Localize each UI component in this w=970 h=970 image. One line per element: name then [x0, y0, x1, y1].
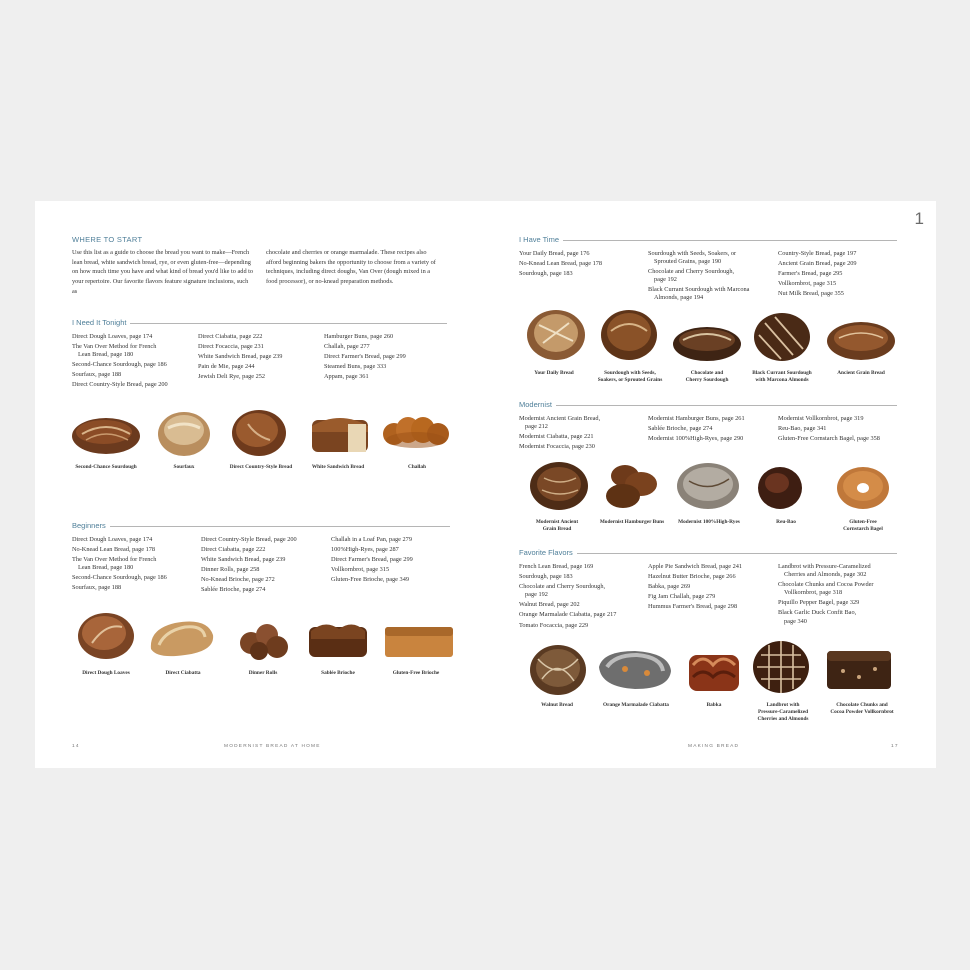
list-tonight-col3: [324, 332, 406, 382]
bread-image-sourfaux: [156, 408, 212, 458]
book-spread: [35, 201, 936, 768]
list-have-time-col3: [778, 249, 857, 299]
list-item: Vollkornbrot, page 315: [778, 280, 837, 288]
caption-line: Babka: [706, 702, 722, 708]
caption-line: Your Daily Bread: [534, 370, 574, 376]
list-item: Direct Focaccia, page 231: [198, 343, 264, 351]
list-item: Gluten-Free Cornstarch Bagel, page 358: [778, 435, 880, 443]
list-item: Modernist 100%High-Ryes, page 290: [648, 435, 744, 443]
caption-line: Cocoa Powder Vollkornbrot: [830, 709, 894, 715]
caption-line: Walnut Bread: [541, 702, 573, 708]
bread-image-gluten-free-cornstarch-bagel: [835, 465, 891, 511]
right-page: [485, 201, 936, 768]
list-item: White Sandwich Bread, page 239: [198, 353, 283, 361]
list-modernist-col3: [778, 414, 880, 444]
list-item: page 340: [784, 617, 807, 625]
section-title: I Have Time: [519, 235, 563, 244]
list-item: Vollkornbrot, page 315: [331, 566, 390, 574]
list-item: White Sandwich Bread, page 239: [201, 556, 286, 564]
caption-line: Modernist 100%High-Ryes: [678, 519, 740, 525]
list-item: French Lean Bread, page 169: [519, 563, 594, 570]
caption-orange-marmalade-ciabatta: [591, 702, 681, 709]
caption-gluten-free-brioche: Gluten-Free Brioche: [392, 670, 440, 676]
list-item: Sourdough, page 183: [519, 270, 573, 278]
bread-image-direct-ciabatta: [145, 615, 217, 661]
list-item: Direct Dough Loaves, page 174: [72, 536, 153, 543]
list-beginners-col2: [201, 535, 297, 596]
caption-reu-bao: [746, 519, 826, 526]
list-item: Direct Ciabatta, page 222: [198, 333, 263, 340]
bread-image-sourdough-with-seeds: [599, 305, 659, 361]
bread-image-chocolate-and-cherry-sourdough: [671, 318, 743, 364]
section-header-modernist: [519, 400, 897, 410]
bread-image-second-chance-sourdough: [70, 412, 142, 456]
intro-paragraph-2: chocolate and cherries or orange marmalade. These recipes also afford beginning bakers the opportunity to choose from a variety of techniques, including direct doughs, Van Over (dough mixed in a food processor), or no-knead preparation methods.: [266, 249, 436, 286]
caption-line: Cherry Sourdough: [685, 377, 729, 383]
list-item: Direct Farmer's Bread, page 299: [324, 353, 406, 361]
caption-line: Modernist Hamburger Buns: [599, 519, 665, 525]
list-item: Black Garlic Duck Confit Bao,: [778, 609, 857, 617]
list-favorite-col3: [778, 562, 874, 627]
bread-image-challah: [380, 408, 452, 454]
list-item: Modernist Vollkornbrot, page 319: [778, 415, 864, 422]
list-item: Sablée Brioche, page 274: [648, 425, 713, 433]
bread-image-walnut-bread: [528, 641, 588, 697]
caption-gluten-free-cornstarch-bagel: [823, 519, 903, 533]
list-item: Orange Marmalade Ciabatta, page 217: [519, 611, 617, 619]
caption-line: with Marcona Almonds: [755, 377, 809, 383]
caption-line: Ancient Grain Bread: [837, 370, 885, 376]
list-item: Sourdough with Seeds, Soakers, or: [648, 250, 737, 257]
list-item: page 192: [525, 591, 548, 599]
caption-sourdough-with-seeds: [585, 370, 675, 384]
section-header-beginners: [72, 521, 450, 531]
list-item: Vollkornbrot, page 318: [784, 589, 843, 597]
bread-image-modernist-100-high-ryes: [675, 459, 741, 511]
list-item: Walnut Bread, page 202: [519, 601, 580, 609]
bread-image-landbrot: [751, 637, 811, 695]
list-item: Black Currant Sourdough with Marcona: [648, 286, 750, 294]
list-item: No-Knead Lean Bread, page 178: [519, 260, 603, 268]
list-item: Cherries and Almonds, page 302: [784, 571, 867, 579]
list-item: The Van Over Method for French: [72, 343, 157, 351]
section-heading-where-to-start: WHERE TO START: [72, 235, 143, 244]
list-have-time-col2: [648, 249, 749, 304]
caption-modernist-ancient-grain-bread: [517, 519, 597, 533]
caption-line: Chocolate Chunks and: [836, 702, 888, 708]
left-page: [35, 201, 485, 768]
caption-walnut-bread: [517, 702, 597, 709]
section-rule: [72, 526, 450, 527]
caption-sourfaux: Sourfaux: [173, 464, 195, 470]
list-item: No-Knead Brioche, page 272: [201, 576, 275, 584]
list-item: Challah, page 277: [324, 343, 370, 351]
list-item: 100%High-Ryes, page 287: [331, 546, 399, 554]
list-item: Chocolate and Cherry Sourdough,: [519, 583, 606, 591]
caption-line: Cornstarch Bagel: [843, 526, 883, 532]
section-title: Modernist: [519, 400, 556, 409]
list-modernist-col2: [648, 414, 745, 444]
list-item: Gluten-Free Brioche, page 349: [331, 576, 409, 584]
list-item: Fig Jam Challah, page 279: [648, 593, 716, 601]
list-item: No-Knead Lean Bread, page 178: [72, 546, 156, 554]
caption-line: Black Currant Sourdough: [752, 370, 812, 376]
caption-line: Modernist Ancient: [535, 519, 579, 525]
bread-image-your-daily-bread: [525, 305, 587, 361]
list-item: Dinner Rolls, page 258: [201, 566, 260, 574]
footer-section-title: MAKING BREAD: [688, 744, 740, 749]
list-item: Your Daily Bread, page 176: [519, 250, 590, 257]
bread-image-black-currant-sourdough: [751, 309, 813, 363]
list-have-time-col1: [519, 249, 602, 279]
list-item: Challah in a Loaf Pan, page 279: [331, 536, 412, 543]
list-item: Hummus Farmer's Bread, page 298: [648, 603, 738, 611]
list-item: Appam, page 361: [324, 373, 369, 381]
caption-chocolate-chunks-vollkornbrot: [817, 702, 907, 716]
caption-line: Gluten-Free: [849, 519, 877, 525]
list-item: Modernist Ancient Grain Bread,: [519, 415, 601, 422]
caption-modernist-hamburger-buns: [592, 519, 672, 526]
list-favorite-col1: [519, 562, 616, 631]
footer-book-title: MODERNIST BREAD AT HOME: [224, 744, 321, 749]
caption-line: Pressure-Caramelized: [757, 709, 809, 715]
list-item: Sourdough, page 183: [519, 573, 573, 581]
caption-modernist-100-high-ryes: [669, 519, 749, 526]
list-item: Apple Pie Sandwich Bread, page 241: [648, 563, 743, 570]
caption-ancient-grain-bread: [821, 370, 901, 377]
caption-line: Landbrot with: [766, 702, 800, 708]
list-item: page 192: [654, 276, 677, 284]
caption-sablee-brioche: Sablée Brioche: [321, 670, 355, 676]
list-item: Reu-Bao, page 341: [778, 425, 827, 433]
caption-line: Cherries and Almonds: [757, 716, 809, 722]
list-item: Farmer's Bread, page 295: [778, 270, 843, 278]
list-item: Sourfaux, page 188: [72, 584, 122, 592]
section-header-tonight: [72, 318, 447, 328]
list-item: Direct Farmer's Bread, page 299: [331, 556, 413, 564]
bread-image-ancient-grain-bread: [825, 316, 897, 362]
caption-dinner-rolls: Dinner Rolls: [248, 670, 278, 676]
list-item: Country-Style Bread, page 197: [778, 250, 857, 257]
list-item: Second-Chance Sourdough, page 186: [72, 361, 167, 369]
caption-challah: Challah: [408, 464, 426, 470]
list-item: The Van Over Method for French: [72, 556, 157, 564]
list-favorite-col2: [648, 562, 742, 612]
section-title: Beginners: [72, 521, 110, 530]
list-item: Modernist Focaccia, page 230: [519, 443, 595, 451]
list-beginners-col3: [331, 535, 413, 585]
list-item: Second-Chance Sourdough, page 186: [72, 574, 167, 582]
list-beginners-col1: [72, 535, 167, 594]
list-item: page 212: [525, 423, 548, 431]
bread-image-babka: [683, 645, 745, 695]
bread-image-orange-marmalade-ciabatta: [595, 645, 675, 693]
caption-landbrot: [743, 702, 823, 723]
bread-image-direct-country-style-bread: [230, 406, 288, 458]
list-item: Sourfaux, page 188: [72, 371, 122, 379]
caption-line: Grain Bread: [542, 526, 572, 532]
list-item: Chocolate Chunks and Cocoa Powder: [778, 581, 874, 589]
section-header-have-time: [519, 235, 897, 245]
bread-image-dinner-rolls: [235, 619, 291, 661]
intro-paragraph-1: Use this list as a guide to choose the bread you want to make—French lean bread, white sandwich bread, rye, or even gluten-free—depending on how much time you have and what kind of bread you'd like to add to your repertoire. Our favorite flavors feature signature inclusions, such as: [72, 249, 254, 295]
footer-page-number-right: 17: [891, 744, 899, 749]
list-item: Hazelnut Butter Brioche, page 266: [648, 573, 736, 581]
caption-line: Reu-Bao: [776, 519, 796, 525]
caption-your-daily-bread: [514, 370, 594, 377]
caption-line: Chocolate and: [690, 370, 724, 376]
bread-image-white-sandwich-bread: [308, 410, 372, 456]
list-item: Lean Bread, page 180: [78, 351, 134, 359]
list-item: Direct Country-Style Bread, page 200: [72, 381, 168, 389]
list-item: Lean Bread, page 180: [78, 564, 134, 572]
list-item: Direct Dough Loaves, page 174: [72, 333, 153, 340]
bread-image-sablee-brioche: [305, 615, 371, 661]
caption-babka: [674, 702, 754, 709]
footer-page-number-left: 14: [72, 744, 80, 749]
list-item: Sprouted Grains, page 190: [654, 258, 722, 266]
list-item: Sablée Brioche, page 274: [201, 586, 266, 594]
list-item: Direct Ciabatta, page 222: [201, 546, 266, 554]
list-item: Hamburger Buns, page 260: [324, 333, 394, 340]
caption-line: Soakers, or Sprouted Grains: [597, 377, 663, 383]
list-item: Jewish Deli Rye, page 252: [198, 373, 266, 381]
list-item: Pain de Mie, page 244: [198, 363, 255, 371]
list-item: Direct Country-Style Bread, page 200: [201, 536, 297, 543]
bread-image-modernist-ancient-grain-bread: [528, 458, 590, 512]
list-tonight-col2: [198, 332, 282, 382]
bread-image-chocolate-chunks-vollkornbrot: [823, 641, 895, 693]
bread-image-reu-bao: [755, 463, 805, 511]
caption-direct-ciabatta: Direct Ciabatta: [165, 670, 201, 676]
section-title: Favorite Flavors: [519, 548, 577, 557]
list-item: Modernist Hamburger Buns, page 261: [648, 415, 745, 422]
list-item: Tomato Focaccia, page 229: [519, 621, 589, 629]
list-item: Babka, page 269: [648, 583, 691, 591]
section-rule: [519, 240, 897, 241]
caption-black-currant-sourdough: [737, 370, 827, 384]
list-modernist-col1: [519, 414, 600, 452]
bread-image-gluten-free-brioche: [381, 617, 457, 661]
caption-direct-country-style-bread: Direct Country-Style Bread: [229, 464, 293, 470]
section-rule: [519, 405, 897, 406]
list-tonight-col1: [72, 332, 168, 391]
caption-chocolate-and-cherry-sourdough: [667, 370, 747, 384]
list-item: Almonds, page 194: [654, 294, 704, 302]
list-item: Ancient Grain Bread, page 209: [778, 260, 857, 268]
caption-line: Orange Marmalade Ciabatta: [603, 702, 669, 708]
caption-line: Sourdough with Seeds,: [604, 370, 656, 376]
section-header-favorite-flavors: [519, 548, 897, 558]
chapter-number: 1: [914, 209, 924, 228]
caption-white-sandwich-bread: White Sandwich Bread: [311, 464, 365, 470]
section-title: I Need It Tonight: [72, 318, 130, 327]
list-item: Chocolate and Cherry Sourdough,: [648, 268, 735, 276]
list-item: Landbrot with Pressure-Caramelized: [778, 563, 871, 570]
bread-image-modernist-hamburger-buns: [601, 460, 661, 512]
caption-direct-dough-loaves: Direct Dough Loaves: [82, 670, 130, 676]
bread-image-direct-dough-loaves: [76, 609, 136, 661]
list-item: Modernist Ciabatta, page 221: [519, 433, 594, 441]
list-item: Steamed Buns, page 333: [324, 363, 387, 371]
caption-second-chance-sourdough: Second-Chance Sourdough: [75, 464, 137, 470]
list-item: Nut Milk Bread, page 355: [778, 290, 844, 298]
list-item: Piquillo Pepper Bagel, page 329: [778, 599, 860, 607]
